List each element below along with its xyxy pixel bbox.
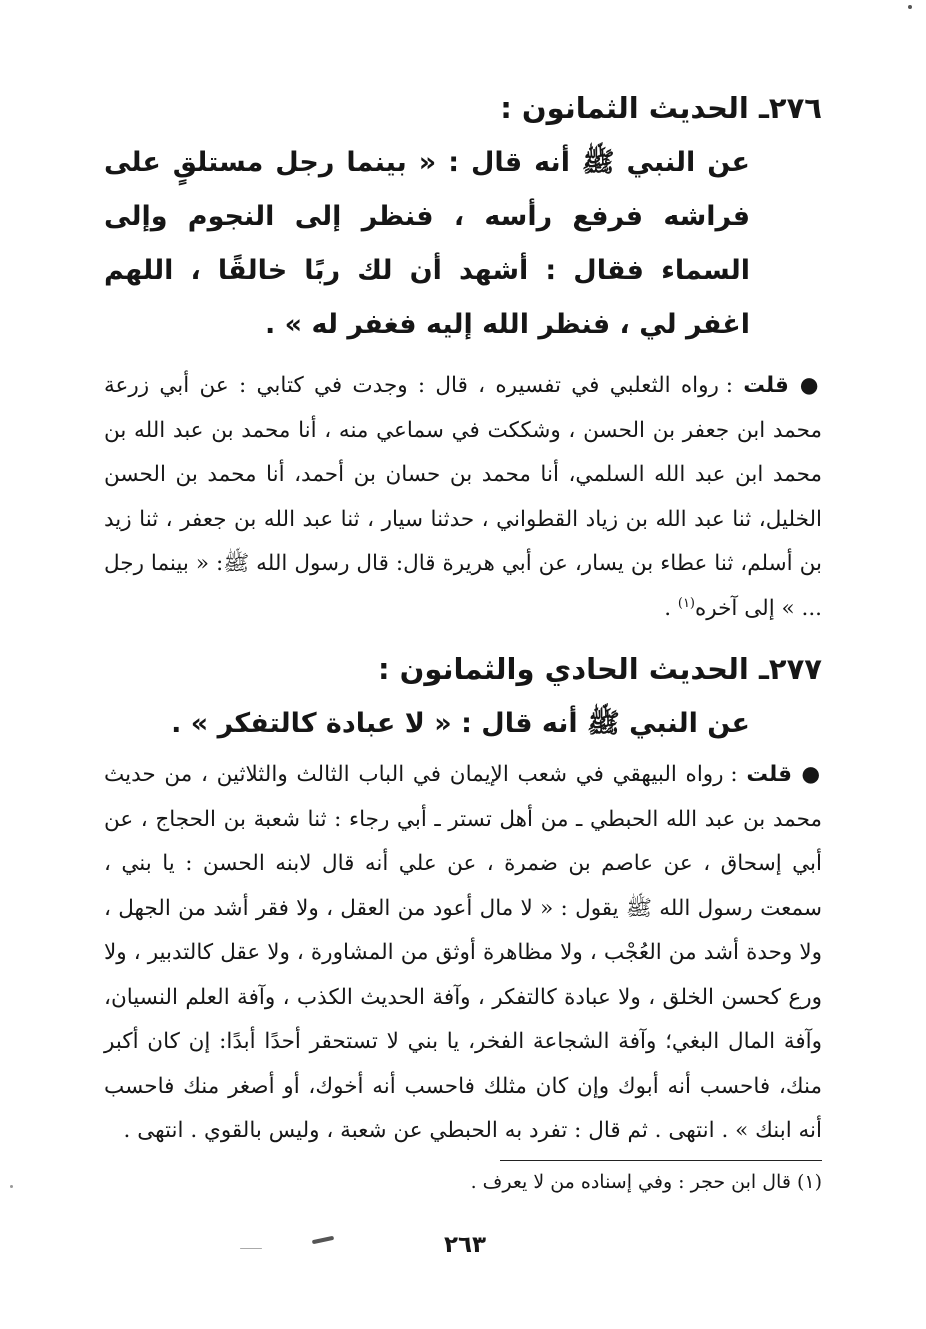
- qult-label: ● قلت: [743, 373, 822, 398]
- scan-mark: [908, 5, 912, 9]
- footnote-reference: (١): [677, 595, 695, 611]
- qult-label: ● قلت: [746, 762, 822, 787]
- hadith-277-commentary: [104, 753, 822, 1154]
- page-number: ٢٦٣: [443, 1232, 487, 1258]
- book-page: [104, 80, 822, 1197]
- scan-mark: [312, 1236, 334, 1244]
- hadith-277-text: عن النبي ﷺ أنه قال : « لا عبادة كالتفكر » .: [171, 708, 750, 739]
- scan-mark: [240, 1248, 262, 1249]
- sentence-end: .: [664, 595, 678, 621]
- hadith-276-text: عن النبي ﷺ أنه قال : « بينما رجل مستلقٍ على فراشه فرفع رأسه ، فنظر إلى النجوم وإلى السماء فقال : أشهد أن لك ربًا خالقًا ، اللهم اغفر لي ، فنظر الله إليه فغفر له » .: [104, 147, 750, 340]
- scan-mark: [10, 1185, 13, 1188]
- hadith-277-title: ٢٧٧ـ الحديث الحادي والثمانون :: [377, 652, 822, 686]
- footnote-divider: [500, 1160, 822, 1161]
- commentary-body: : رواه البيهقي في شعب الإيمان في الباب الثالث والثلاثين ، من حديث محمد بن عبد الله الحبطي ـ من أهل تستر ـ أبي رجاء : ثنا شعبة بن الحجاج ، عن أبي إسحاق ، عن عاصم بن ضمرة ، عن علي أنه قال لابنه الحسن : يا بني ، سمعت رسول الله ﷺ يقول : « لا مال أعود من العقل ، ولا فقر أشد من الجهل ، ولا وحدة أشد من العُجْب ، ولا مظاهرة أوثق من المشاورة ، ولا عقل كالتدبير ، ولا ورع كحسن الخلق ، ولا عبادة كالتفكر ، وآفة الحديث الكذب ، وآفة العلم النسيان، وآفة المال البغي؛ وآفة الشجاعة الفخر، يا بني لا تستحقر أحدًا أبدًا: إن كان أكبر منك، فاحسب أنه أبوك وإن كان مثلك فاحسب أنه أخوك، أو أصغر منك فاحسب أنه ابنك » . انتهى . ثم قال : تفرد به الحبطي عن شعبة ، وليس بالقوي . انتهى .: [104, 762, 822, 1143]
- commentary-body: : رواه الثعلبي في تفسيره ، قال : وجدت في كتابي : عن أبي زرعة محمد ابن جعفر بن الحسن ، وشككت في سماعي منه ، أنا محمد بن عبد الله بن محمد ابن عبد الله السلمي، أنا محمد بن حسان بن أحمد، أنا محمد بن الحسن الخليل، ثنا عبد الله بن زياد القطواني ، حدثنا سيار ، ثنا عبد الله بن جعفر ، ثنا زيد بن أسلم، ثنا عطاء بن يسار، عن أبي هريرة قال: قال رسول الله ﷺ: « بينما رجل ... » إلى آخره: [104, 373, 822, 621]
- hadith-276-title: ٢٧٦ـ الحديث الثمانون :: [500, 91, 822, 125]
- footnote: (١) قال ابن حجر : وفي إسناده من لا يعرف .: [470, 1170, 822, 1193]
- hadith-276-commentary: [104, 364, 822, 631]
